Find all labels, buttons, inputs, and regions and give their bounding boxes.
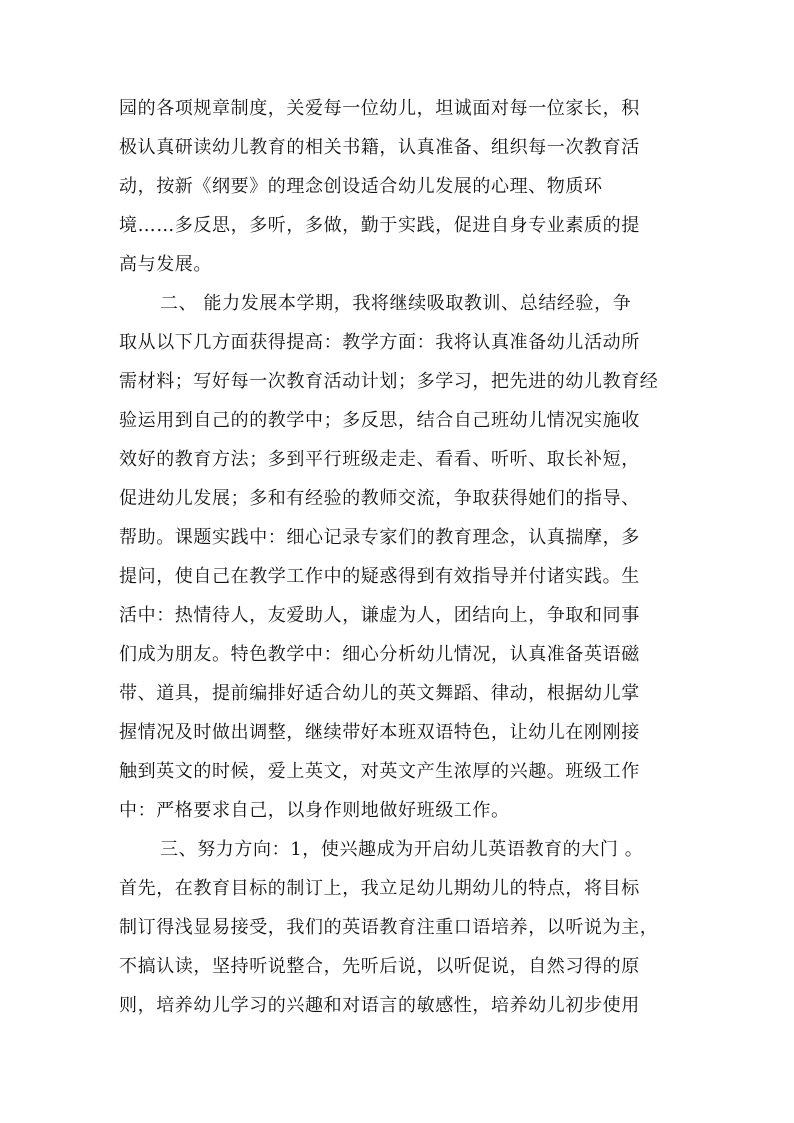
- text-line: 效好的教育方法；多到平行班级走走、看看、听听、取长补短，: [119, 449, 640, 470]
- text-line: 帮助。课题实践中：细心记录专家们的教育理念，认真揣摩，多: [119, 527, 640, 548]
- text-line: 取从以下几方面获得提高：教学方面：我将认真准备幼儿活动所: [119, 332, 640, 353]
- text-line: 园的各项规章制度，关爱每一位幼儿，坦诚面对每一位家长，积: [119, 98, 640, 119]
- text-line: 带、道具，提前编排好适合幼儿的英文舞蹈、律动，根据幼儿掌: [119, 683, 640, 704]
- text-line: 动，按新《纲要》的理念创设适合幼儿发展的心理、物质环: [119, 176, 603, 197]
- text-line: 二、 能力发展本学期，我将继续吸取教训、总结经验，争: [160, 293, 632, 314]
- text-line: 活中：热情待人，友爱助人，谦虚为人，团结向上，争取和同事: [119, 605, 640, 626]
- text-line: 需材料；写好每一次教育活动计划；多学习，把先进的幼儿教育经: [119, 371, 659, 392]
- text-line: 高与发展。: [119, 254, 212, 275]
- text-line: 验运用到自己的的教学中；多反思，结合自己班幼儿情况实施收: [119, 410, 640, 431]
- text-line: 首先，在教育目标的制订上，我立足幼儿期幼儿的特点，将目标: [119, 878, 640, 899]
- text-line: 境……多反思，多听，多做，勤于实践，促进自身专业素质的提: [119, 215, 640, 236]
- text-line: 不搞认读，坚持听说整合，先听后说，以听促说，自然习得的原: [119, 956, 640, 977]
- text-line: 握情况及时做出调整，继续带好本班双语特色，让幼儿在刚刚接: [119, 722, 640, 743]
- text-line: 触到英文的时候，爱上英文，对英文产生浓厚的兴趣。班级工作: [119, 761, 640, 782]
- text-line: 三、努力方向：1，使兴趣成为开启幼儿英语教育的大门 。: [160, 839, 644, 860]
- text-line: 们成为朋友。特色教学中：细心分析幼儿情况，认真准备英语磁: [119, 644, 640, 665]
- text-line: 极认真研读幼儿教育的相关书籍，认真准备、组织每一次教育活: [119, 137, 640, 158]
- text-line: 制订得浅显易接受，我们的英语教育注重口语培养，以听说为主，: [119, 917, 659, 938]
- text-line: 促进幼儿发展；多和有经验的教师交流，争取获得她们的指导、: [119, 488, 640, 509]
- text-line: 则，培养幼儿学习的兴趣和对语言的敏感性，培养幼儿初步使用: [119, 995, 640, 1016]
- text-line: 提问，使自己在教学工作中的疑惑得到有效指导并付诸实践。生: [119, 566, 640, 587]
- text-line: 中：严格要求自己，以身作则地做好班级工作。: [119, 800, 510, 821]
